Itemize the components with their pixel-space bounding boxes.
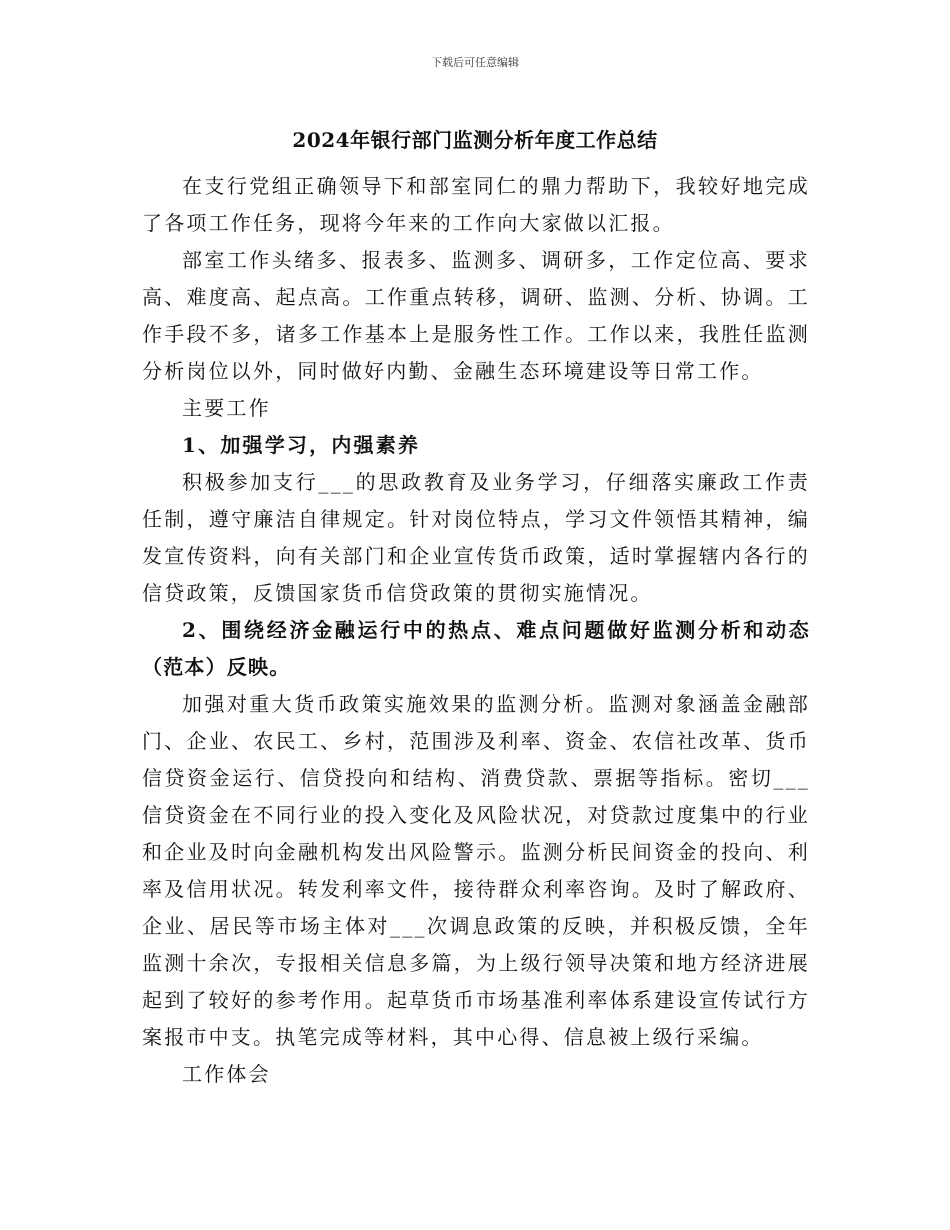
paragraph-intro: 在支行党组正确领导下和部室同仁的鼎力帮助下，我较好地完成了各项工作任务，现将今年来的工作向大家做以汇报。 bbox=[142, 174, 810, 235]
paragraph-study: 积极参加支行___的思政教育及业务学习，仔细落实廉政工作责任制，遵守廉洁自律规定。针对岗位特点，学习文件领悟其精神，编发宣传资料，向有关部门和企业宣传货币政策，适时掌握辖内各行的信贷政策，反馈国家货币信贷政策的贯彻实施情况。 bbox=[142, 470, 810, 605]
subheading-study: 1、加强学习，内强素养 bbox=[182, 433, 421, 457]
paragraph-monitoring: 加强对重大货币政策实施效果的监测分析。监测对象涵盖金融部门、企业、农民工、乡村，范围涉及利率、资金、农信社改革、货币信贷资金运行、信贷投向和结构、消费贷款、票据等指标。密切___信贷资金在不同行业的投入变化及风险状况，对贷款过度集中的行业和企业及时向金融机构发出风险警示。监测分析民间资金的投向、利率及信用状况。转发利率文件，接待群众利率咨询。及时了解政府、企业、居民等市场主体对___次调息政策的反映，并积极反馈，全年监测十余次，专报相关信息多篇，为上级行领导决策和地方经济进展起到了较好的参考作用。起草货币市场基准利率体系建设宣传试行方案报市中支。执笔完成等材料，其中心得、信息被上级行采编。 bbox=[142, 692, 810, 1049]
document-body bbox=[142, 168, 810, 1093]
header-note: 下载后可任意编辑 bbox=[431, 56, 519, 69]
document-title: 2024年银行部门监测分析年度工作总结 bbox=[292, 128, 658, 152]
paragraph-overview: 部室工作头绪多、报表多、监测多、调研多，工作定位高、要求高、难度高、起点高。工作重点转移，调研、监测、分析、协调。工作手段不多，诸多工作基本上是服务性工作。工作以来，我胜任监测分析岗位以外，同时做好内勤、金融生态环境建设等日常工作。 bbox=[142, 248, 810, 383]
section-heading-main-work: 主要工作 bbox=[182, 396, 271, 420]
subheading-monitoring: 2、围绕经济金融运行中的热点、难点问题做好监测分析和动态（范本）反映。 bbox=[142, 618, 810, 679]
section-heading-experience: 工作体会 bbox=[182, 1062, 271, 1086]
